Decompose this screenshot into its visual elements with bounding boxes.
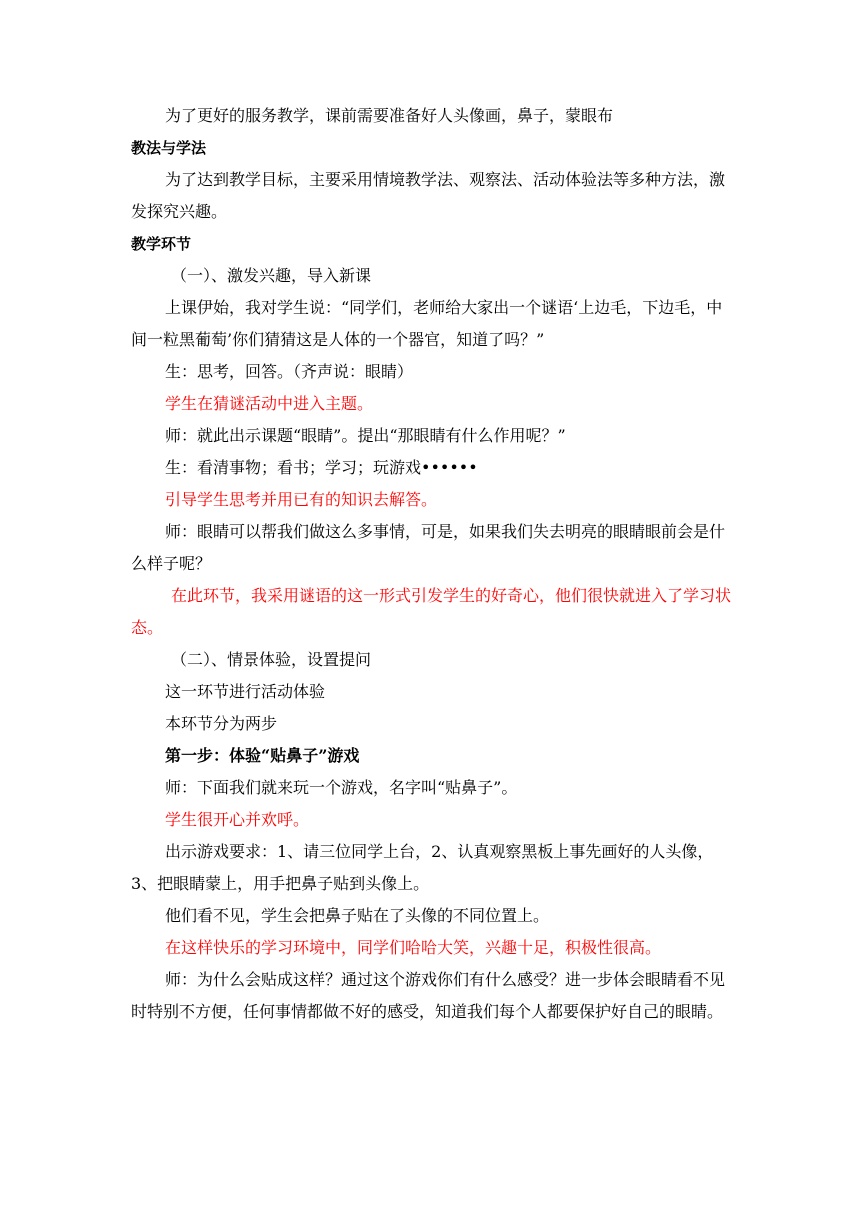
section-1-title: （一）、激发兴趣，导入新课 bbox=[171, 266, 372, 285]
paragraph-activity: 这一环节进行活动体验 bbox=[165, 682, 326, 701]
paragraph-two-steps: 本环节分为两步 bbox=[165, 714, 278, 733]
document-body bbox=[131, 100, 735, 1028]
paragraph-student-uses: 生：看清事物；看书；学习；玩游戏•••••• bbox=[165, 458, 478, 477]
paragraph-riddle: 上课伊始，我对学生说：“同学们，老师给大家出一个谜语‘上边毛，下边毛，中间一粒黑葡萄’你们猜猜这是人体的一个器官，知道了吗？” bbox=[131, 298, 723, 349]
paragraph-methods: 为了达到教学目标，主要采用情境教学法、观察法、活动体验法等多种方法，激发探究兴趣。 bbox=[131, 170, 726, 221]
annotation-enter-theme: 学生在猜谜活动中进入主题。 bbox=[165, 394, 374, 413]
paragraph-game-intro: 师：下面我们就来玩一个游戏，名字叫“贴鼻子”。 bbox=[165, 778, 518, 797]
annotation-students-happy: 学生很开心并欢呼。 bbox=[165, 810, 310, 829]
annotation-laughter: 在这样快乐的学习环境中，同学们哈哈大笑，兴趣十足，积极性很高。 bbox=[165, 938, 662, 957]
paragraph-teacher-question: 师：眼睛可以帮我们做这么多事情，可是，如果我们失去明亮的眼睛眼前会是什么样子呢？ bbox=[131, 522, 726, 573]
step-1-title: 第一步：体验“贴鼻子”游戏 bbox=[165, 746, 360, 765]
section-2-title: （二）、情景体验，设置提问 bbox=[171, 650, 372, 669]
paragraph-teacher-topic: 师：就此出示课题“眼睛”。提出“那眼睛有什么作用呢？” bbox=[165, 426, 566, 445]
paragraph-cant-see: 他们看不见，学生会把鼻子贴在了头像的不同位置上。 bbox=[165, 906, 550, 925]
paragraph-preparation: 为了更好的服务教学，课前需要准备好人头像画，鼻子，蒙眼布 bbox=[165, 106, 614, 125]
annotation-curiosity: 在此环节，我采用谜语的这一形式引发学生的好奇心，他们很快就进入了学习状态。 bbox=[131, 586, 732, 637]
paragraph-reflection: 师：为什么会贴成这样？通过这个游戏你们有什么感受？进一步体会眼睛看不见时特别不方便，任何事情都做不好的感受，知道我们每个人都要保护好自己的眼睛。 bbox=[131, 970, 726, 1021]
paragraph-student-answer: 生：思考，回答。（齐声说：眼睛） bbox=[165, 362, 414, 381]
annotation-guide-thinking: 引导学生思考并用已有的知识去解答。 bbox=[165, 490, 438, 509]
heading-teaching-steps: 教学环节 bbox=[131, 235, 192, 253]
heading-methods: 教法与学法 bbox=[131, 139, 207, 157]
paragraph-game-rules: 出示游戏要求：1、请三位同学上台，2、认真观察黑板上事先画好的人头像，3、把眼睛蒙上，用手把鼻子贴到头像上。 bbox=[131, 842, 714, 893]
